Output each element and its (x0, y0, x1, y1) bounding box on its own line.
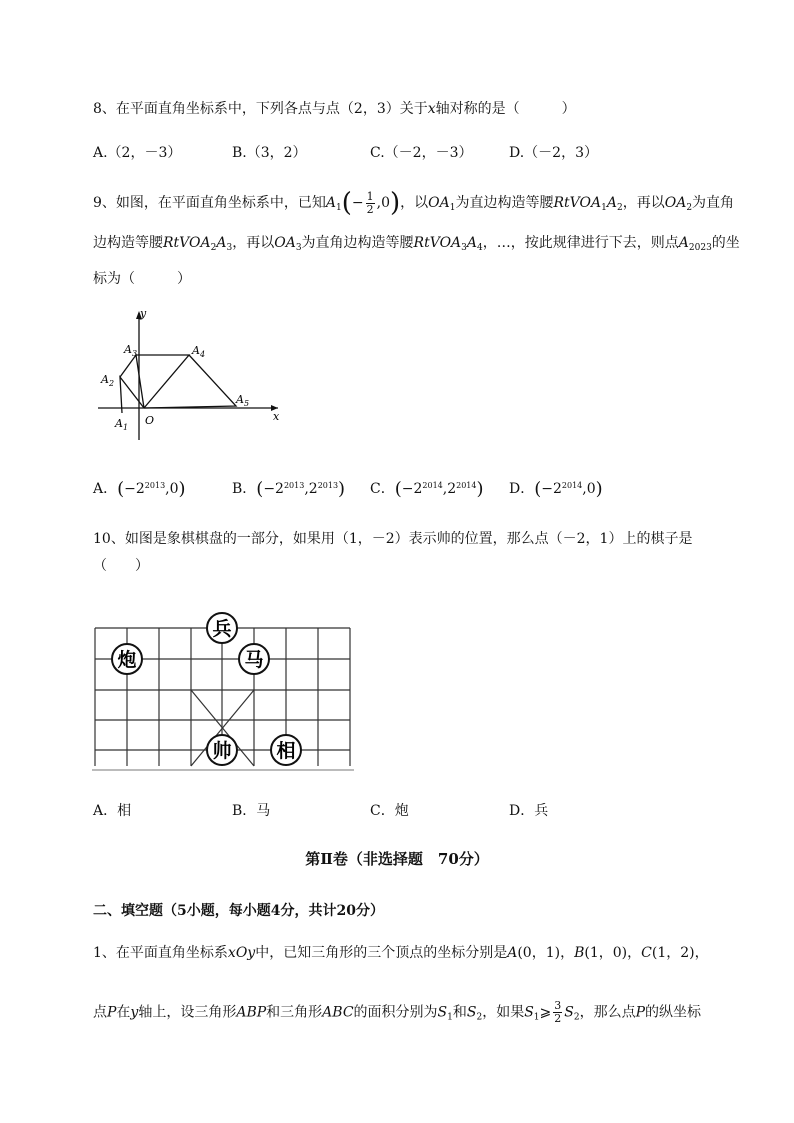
label-a1: $A_1$ (115, 417, 129, 432)
q10-stem: 10、如图是象棋棋盘的一部分，如果用（1，－2）表示帅的位置，那么点（－2，1）上的棋子是 (93, 531, 693, 547)
q9-option-d: D．$(-2^{2014},0)$ (509, 478, 603, 500)
f1-line-2: 点P在y轴上，设三角形ABP和三角形ABC的面积分别为$S_1$和$S_2$，如果$S_1⩾$ $\frac{3}{2}$ $S_2$，那么点P的纵坐标 (93, 999, 702, 1025)
chess-piece-shuai (207, 735, 237, 765)
y-axis-label: y (140, 307, 147, 320)
x-axis-label: x (273, 410, 280, 423)
q9-line-3: 标为（ ） (93, 271, 191, 287)
svg-text:炮: 炮 (117, 649, 137, 671)
origin-label: O (145, 414, 155, 427)
section-2-title: 二、填空题（5小题，每小题4分，共计20分） (93, 903, 384, 919)
label-a5: $A_5$ (236, 393, 250, 408)
svg-text:马: 马 (244, 649, 264, 671)
f1-line-1: 1、在平面直角坐标系xOy中，已知三角形的三个顶点的坐标分别是A(0，1)，B(1，0)，C(1，2)， (93, 945, 709, 961)
q8-option-a: A.（2，－3） (93, 145, 182, 161)
q8-option-b: B.（3，2） (232, 145, 307, 161)
svg-text:帅: 帅 (212, 740, 232, 762)
q9-coordinate-figure (93, 305, 293, 445)
chess-piece-bing (207, 613, 237, 643)
q9-fraction: $\frac{1}{2}$ (366, 189, 374, 216)
chess-piece-xiang (271, 735, 301, 765)
q8-option-c: C.（－2，－3） (370, 145, 473, 161)
svg-text:相: 相 (276, 740, 296, 762)
q9-option-c: C．$(-2^{2014},2^{2014})$ (370, 478, 484, 500)
f1-fraction: $\frac{3}{2}$ (554, 999, 562, 1025)
chess-piece-ma (239, 644, 269, 674)
label-a4: $A_4$ (192, 344, 206, 359)
chess-board-figure (90, 608, 356, 776)
q9-line-2: 边构造等腰$RtVOA_2A_3$，再以$OA_3$为直角边构造等腰$RtVOA_3A_4$，…，按此规律进行下去，则点$A_{2023}$的坐 (93, 235, 740, 253)
q10-stem-2: （ ） (93, 558, 149, 574)
q9-option-b: B．$(-2^{2013},2^{2013})$ (232, 478, 346, 500)
triangle-oa3a4 (136, 355, 189, 408)
q9-line-1: 9、如图，在平面直角坐标系中，已知$A_1(-$ $\frac{1}{2}$ ,0)，以$OA_1$为直边构造等腰$RtVOA_1A_2$，再以$OA_2$为直角 (93, 188, 735, 218)
q10-option-c: C．炮 (370, 803, 409, 819)
part2-heading: 第Ⅱ卷（非选择题 70分） (305, 850, 489, 868)
q10-option-a: A．相 (93, 803, 132, 819)
label-a3: $A_3$ (124, 343, 138, 358)
q8-option-d: D.（－2，3） (509, 145, 598, 161)
svg-text:兵: 兵 (212, 618, 232, 640)
q8-stem: 8、在平面直角坐标系中，下列各点与点（2，3）关于x轴对称的是（ ） (93, 101, 576, 117)
q10-option-b: B．马 (232, 803, 271, 819)
q9-option-a: A．$(-2^{2013},0)$ (93, 478, 186, 500)
triangle-oa4a5 (144, 355, 236, 408)
chess-piece-pao (112, 644, 142, 674)
label-a2: $A_2$ (101, 373, 115, 388)
q10-option-d: D．兵 (509, 803, 549, 819)
